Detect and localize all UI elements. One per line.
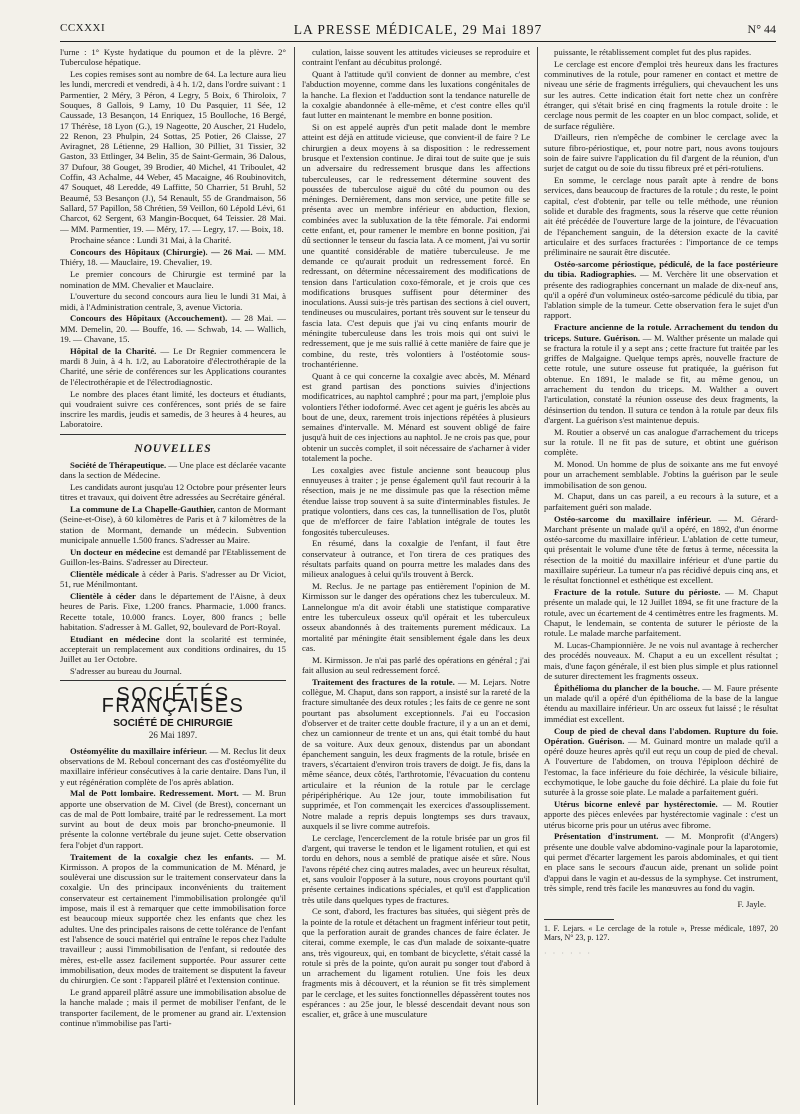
column-left [60, 47, 286, 1105]
paragraph [544, 683, 778, 724]
paragraph: culation, laisse souvent les attitudes vicieuses se reproduire et contraint l'enfant au décubitus prolongé. [302, 47, 530, 68]
item-text: canton de Mormant (Seine-et-Oise), à 60 kilomètres de Paris et à 7 kilomètres de la station de Mormant, demande un médecin. Subvention municipale annuelle 1.500 francs. S'adresser au Maire. [60, 504, 286, 546]
item-heading: Société de Thérapeutique. [70, 459, 167, 470]
paragraph [544, 459, 778, 490]
item-text: — M. Walther présente un malade qui se fractura la rotule il y a sept ans ; cette fracture fut traitée par les griffes de Malgaigne. Quelque temps après, nouvelle fracture de cette rotule, une suture osseuse fut pratiquée, la guérison fut obtenue. En 1891, le malade se fit, au même genou, un arrachement du tendon du triceps. M. Walther a ouvert l'articulation, constaté la réunion osseuse des deux fragments, la désinsertion du tendon. Il sutura ce tendon à la rotule par deux fils d'argent. La guérison s'est maintenue depuis. [544, 332, 778, 425]
paragraph [60, 987, 286, 1028]
item-text: — Le Dr Regnier commencera le mardi 8 Juin, à 4 h. 1/2, au Laboratoire d'électrothérapie de la Charité, une série de conférences sur les Applications courantes de l'électrothérapie et de l'électrodiagnostic. [60, 345, 286, 387]
item-text: — M. Reclus lit deux observations de M. Reboul concernant des cas d'ostéomyélite du maxillaire inférieur consécutives à la carie dentaire. Dans l'un, il y eut régénération complète de l'os après ablation. [60, 745, 286, 787]
paragraph: Le cerclage est encore d'emploi très heureux dans les fractures comminutives de la rotule, pour ramener en contact et mettre de niveau une série de fragments irréguliers, qui chevauchent les uns sur les autres. Cette indication était fort nette chez un confrère étranger, qui s'était brisé en cinq fragments la rotule droite : le cerclage nous permit de les coapter en un bloc compact, solide, et de surface régulière. [544, 58, 778, 131]
paragraph [60, 634, 286, 665]
paragraph [544, 427, 778, 458]
item-heading: Mal de Pott lombaire. Redressement. Mort. [70, 788, 239, 799]
item-heading: Clientèle médicale [70, 568, 139, 579]
paragraph [544, 640, 778, 681]
item-text: Les candidats auront jusqu'au 12 Octobre pour présenter leurs titres et travaux, qui doivent être adressées au Secrétaire général. [60, 482, 286, 503]
item-text: Le nombre des places étant limité, les docteurs et étudiants, qui voudraient suivre ces conférences, sont priés de se faire inscrire les mardis, jeudis et samedis, de 3 heures à 4 heures, au Laboratoire. [60, 388, 286, 430]
page-header [60, 22, 776, 40]
header-rule [60, 41, 776, 42]
paragraph: Les copies remises sont au nombre de 64. La lecture aura lieu les lundi, mercredi et vendredi, à 4 h. 1/2, dans l'ordre suivant : 1 Parmentier, 2 Méry, 3 Péron, 4 Legry, 5 Boix, 6 Thiroloix, 7 Souques, 8 Gallois, 9 Lamy, 10 Du Pasquier, 11 Sée, 12 Caussade, 13 Besançon, 14 Enriquez, 15 Boulloche, 16 Bergé, 17 Thérèse, 18 Lyon (G.), 19 Nageotte, 20 Auscher, 21 Hudelo, 22 Renon, 23 Phulpin, 24 Sottas, 25 Potier, 26 Claisse, 27 Aviragnet, 28 Létienne, 29 Hallion, 30 Pilliet, 31 Tissier, 32 Gaston, 33 Ettlinger, 34 Belin, 35 de Saint-Germain, 36 Dalous, 37 Dufour, 38 Gouget, 39 Brodier, 40 Michel, 41 Triboulet, 42 Coffin, 43 Achalme, 44 Weber, 45 Macaigne, 46 Roubinovitch, 47 Souquet, 48 Leredde, 49 Laffitte, 50 Charrier, 51 Bruhl, 52 Beaumé, 53 Besançon (J.), 54 Renault, 55 de Grandmaison, 56 Sallard, 57 Papillon, 58 Chrétien, 59 Veillon, 60 Lépold Lévi, 61 Charcot, 62 Sergent, 63 Mangin-Bocquet, 64 Teissier. 28 Mai. — MM. Parmentier, 19. — Méry, 17. — Legry, 17. — Boix, 18. [60, 69, 286, 234]
item-text: dont la scolarité est terminée, accepterait un remplacement aux conditions ordinaires, du 15 Juillet au 1er Octobre. [60, 633, 286, 665]
column-divider [294, 47, 295, 1105]
paragraph [60, 666, 286, 676]
item-text: — M. Guinard montre un malade qu'il a opéré douze heures après qu'il eut reçu un coup de pied de cheval. A l'ouverture de l'abdomen, on trouva l'épiploon déchiré de l'estomac, la face inférieure du foie déchirée, la vésicule biliaire, ecchymotique, le lobe gauche du foie déchiré. La plaie du foie fut suturée à la grosse soie plate. Le malade a parfaitement guéri. [544, 735, 778, 798]
footnote-rule [544, 919, 614, 920]
item-text: S'adresser au bureau du Journal. [70, 666, 182, 677]
section-rule [60, 434, 286, 435]
paragraph: Si on est appelé auprès d'un petit malade dont le membre atteint est déjà en attitude vicieuse, que convient-il de faire ? Le chirurgien a deux moyens à sa disposition : le redressement brusque et l'extension continue. Je dirai tout de suite que je suis un adversaire du redressement brusque dans les affections tuberculeuses, car le redressement détermine souvent des poussées de tuberculose aiguë du côté du poumon ou des méninges. Dernièrement, dans mon service, une petite fille se présenta avec un membre inférieur en abduction, flexion, combinées avec la subluxation de la tête fémorale. J'ai endormi cette enfant, et, pour ramener le membre en bonne position, j'ai dû sectionner le tenseur du fascia lata. A ce moment, j'ai vu sortir une quantité considérable de matière tuberculeuse. Je me demande ce qu'aurait produit un redressement forcé. En redressant, on détermine nécessairement des modifications de tension dans l'articulation coxo-fémorale, et je crois que ces modifications brusques suffisent pour déterminer des inoculations. Aussi suis-je très partisan des sections à ciel ouvert, tendineuses ou musculaires, portant très souvent sur le tenseur du fascia lata. C'est depuis que j'ai vu cinq enfants mourir de méningite tuberculeuse dans les trois mois qui ont suivi le redressement, que je me suis rallié à cette manière de faire que je combine, du reste, très volontiers à l'ostéotomie sous-trochantérienne. [302, 122, 530, 369]
cerclage-discussion [544, 47, 778, 257]
nouvelles-block [60, 460, 286, 676]
nouvelles-title: NOUVELLES [134, 442, 212, 455]
item-text: — M. Routier apporte des pièces enlevées par hystérectomie vaginale : c'est un utérus bicorne pris pour un utérus avec fibrome. [544, 799, 778, 830]
paragraph [60, 504, 286, 545]
item-text: — M. Faure présente un malade qu'il a opéré d'un épithélioma de la base de la langue étendu au maxillaire inférieur. Un arc osseux fut laissé ; le résultat immédiat est excellent. [544, 682, 778, 724]
item-text: M. Routier a observé un cas analogue d'arrachement du triceps sur la rotule. Il ne fit pas de suture, et obtint une guérison complète. [544, 426, 778, 458]
item-text: dans le département de l'Aisne, à deux heures de Paris. Fixe, 1.200 francs. Pharmacie, 1.000 francs. Recette totale, 10.000 francs. Loyer, 800 francs ; belle habitation. S'adresser à M. Gallet, 92, boulevard de Port-Royal. [60, 591, 286, 632]
paragraph: Quant à l'attitude qu'il convient de donner au membre, c'est l'abduction moyenne, comme dans les luxations congénitales de la hanche. La flexion et l'adduction sont la tendance naturelle de la coxalgie abandonnée à elle-même, et c'est contre elles qu'il faut lutter en maintenant le membre en bonne position. [302, 69, 530, 121]
section-heading: Traitement des fractures de la rotule. [312, 676, 455, 687]
item-heading: Traitement de la coxalgie chez les enfants. [70, 851, 254, 862]
item-text: à céder à Paris. S'adresser au Dr Viciot, 51, rue Ménilmontant. [60, 568, 286, 590]
item-heading: Présentation d'instrument. [554, 831, 659, 842]
societes-title: SOCIÉTÉS FRANÇAISES [101, 684, 245, 717]
paragraph: Prochaine séance : Lundi 31 Mai, à la Charité. [70, 235, 232, 246]
paragraph [60, 482, 286, 503]
paragraph [60, 460, 286, 481]
paragraph [544, 322, 778, 425]
item-text: — M. Kirmisson. A propos de la communication de M. Ménard, je soulèverai une discussion sur le traitement conservateur dans la coxalgie. Un des principaux inconvénients du traitement conservateur est certainement l'immobilisation prolongée qu'il impose, mais il est à remarquer que cette immobilisation force est beaucoup mieux supportée chez les enfants que chez les adultes. Une des principales raisons de cette tolérance de l'enfant est l'absence de souci matériel qui entraîne le repos chez l'adulte travailleur ; aussi l'immobilisation de l'enfant, si redoutée des mères, est-elle assez facilement supportée. Pour assurer cette immobilisation, deux modes de traitement se disputent la faveur du chirurgien. Ce sont : l'appareil plâtré et l'extension continue. [60, 851, 286, 986]
item-text: L'ouverture du second concours aura lieu le lundi 31 Mai, à midi, à l'Administration centrale, 3, avenue Victoria. [60, 291, 286, 312]
paragraph [544, 491, 778, 512]
item-heading: Concours des Hôpitaux (Chirurgie). — 26 Mai. [70, 247, 253, 258]
paragraph: Les coxalgies avec fistule ancienne sont beaucoup plus ennuyeuses à traiter ; je pense également qu'il faut recourir à la résection, mais je ne me dissimule pas que la résection même étendue laisse trop souvent à sa suite d'interminables fistules. Je pratique volontiers, dans ces cas, la tunnellisation de l'os, plutôt que de m'efforcer de faire l'ablation intégrale de toutes les fongosités tuberculeuses. [302, 464, 530, 537]
item-text: — M. Gérard-Marchant présente un malade qu'il a opéré, en 1892, d'un énorme ostéo-sarcome du maxillaire inférieur. L'ablation de cette tumeur, qui présentait le volume d'une tête de fœtus à terme, nécessita la résection de la moitié du maxillaire inférieur et d'une partie du maxillaire supérieur. La tumeur n'a pas récidivé depuis cinq ans, et le résultat fonctionnel et esthétique est excellent. [544, 513, 778, 586]
paragraph: D'ailleurs, rien n'empêche de combiner le cerclage avec la suture fibro-périostique, et, pour notre part, nous avons toujours soin de faire suivre l'application du fil d'argent de la réunion, d'un surjet de catgut ou de soie du tissu fibreux pré et péri-rotuliens. [544, 132, 778, 174]
item-heading: Ostéo-sarcome périostique, pédiculé, de la face postérieure du tibia. Radiographies. [544, 258, 778, 280]
item-heading: Utérus bicorne enlevé par hystérectomie. [554, 799, 718, 810]
signature: F. Jayle. [737, 899, 766, 910]
page-number: CCXXXI [60, 22, 106, 34]
concours-block [60, 247, 286, 430]
paragraph [60, 269, 286, 290]
paragraph [60, 389, 286, 430]
paragraph [544, 259, 778, 321]
journal-title: LA PRESSE MÉDICALE, 29 Mai 1897 [293, 22, 543, 37]
paragraph [60, 346, 286, 387]
paragraph [60, 569, 286, 590]
paragraph: Ce sont, d'abord, les fractures bas situées, qui siègent près de la pointe de la rotule et détachent un fragment inférieur tout petit, que la perforation aurait de grandes chances de faire éclater. Je citerai, comme exemple, le cas d'un malade de soixante-quatre ans, très vigoureux, qui, en tombant de bicyclette, s'était cassé la rotule si près de la pointe, qu'on aurait pu songer tout d'abord à un arrachement du ligament rotulien. Une fois les deux fragments mis à découvert, et la réunion se fit très simplement par le cerclage, et les suites fonctionnelles dépassèrent toutes nos espérances : au 25e jour, le blessé descendait devant nous son escalier, et, grâce à une musculature [302, 906, 530, 1020]
societe-name: SOCIÉTÉ DE CHIRURGIE [113, 718, 233, 730]
bleed-through-text: · · · · · · [544, 948, 592, 958]
paragraph [60, 591, 286, 632]
societe-block [60, 746, 286, 1029]
coxalgie-discussion [302, 47, 530, 675]
item-heading: Clientèle à céder [70, 591, 136, 602]
item-heading: Un docteur en médecine [70, 546, 161, 557]
item-heading: Hôpital de la Charité. [70, 345, 157, 356]
item-text: Le grand appareil plâtré assure une immobilisation absolue de la hanche malade ; mais il permet de mobiliser l'enfant, de le transporter facilement, de le promener au grand air. L'extension continue n'immobilise pas l'arti- [60, 986, 286, 1028]
paragraph [60, 313, 286, 344]
paragraph [544, 726, 778, 798]
seance-date: 26 Mai 1897. [148, 730, 198, 741]
item-heading: Coup de pied de cheval dans l'abdomen. Rupture du foie. Opération. Guérison. [544, 725, 778, 746]
paragraph [60, 788, 286, 850]
paragraph: M. Reclus. Je ne partage pas entièrement l'opinion de M. Kirmisson sur le danger des opérations chez les tuberculeux. M. Lannelongue m'a dit avoir établi une statistique comparative entre les tuberculeux osseux qu'il opérait et les tuberculeux osseux abandonnés à des traitements purement médicaux. La mortalité par méningite était sensiblement égale dans les deux cas. [302, 581, 530, 653]
section-text: — M. Lejars. Notre collègue, M. Chaput, dans son rapport, a insisté sur la rareté de la fracture simultanée des deux rotules ; les faits de ce genre ne sont pourtant pas absolument exceptionnels. J'ai eu l'occasion d'observer et de traiter cette double fracture, il y a un an et demi, chez un camionneur de trente et un ans, qui était tombé du haut de sa voiture. Aux deux genoux, distendus par un abondant épanchement sanguin, les deux fragments de la rotule, brisée en travers, s'écartaient d'environ trois travers de doigt. Je fis, dans la même séance, deux côtés, l'arthrotomie, l'évacuation du contenu articulaire et la réunion de la rotule par le cerclage péripériphérique. Au 12e jour, toute immobilisation fut supprimée, et l'on commençait les exercices d'assouplissement. Notre malade a repris depuis longtemps ses durs travaux, auxquels il se livre comme autrefois. [302, 676, 530, 831]
rotule-discussion [302, 833, 530, 1020]
item-text: — M. Brun apporte une observation de M. Civel (de Brest), concernant un cas de mal de Pott lombaire, traité par le redressement. La mort survint au bout de deux mois par broncho-pneumonie. Il présente la colonne vertébrale du jeune sujet. Cette observation fera l'objet d'un rapport. [60, 788, 286, 850]
paragraph [60, 547, 286, 568]
item-text: — Une place est déclarée vacante dans la section de Médecine. [60, 459, 286, 481]
paragraph: l'urne : 1° Kyste hydatique du poumon et de la plèvre. 2° Tuberculose hépatique. [60, 47, 286, 68]
item-text: M. Chaput, dans un cas pareil, a eu recours à la suture, et a parfaitement guéri son malade. [544, 491, 778, 512]
item-heading: Fracture ancienne de la rotule. Arrachement du tendon du triceps. Suture. Guérison. [544, 322, 778, 343]
item-heading: Épithélioma du plancher de la bouche. [554, 682, 700, 693]
item-text: — 28 Mai. — MM. Demelin, 20. — Bouffe, 16. — Schwab, 14. — Wallich, 19. — Chavane, 15. [60, 313, 286, 345]
paragraph [60, 852, 286, 986]
paragraph: En résumé, dans la coxalgie de l'enfant, il faut être conservateur à outrance, et l'on tirera de ces pratiques des résultats parfaits quand on pourra mettre les malades dans des milieux analogues à celui qu'ils trouvent à Berck. [302, 538, 530, 580]
paragraph [60, 746, 286, 787]
item-heading: Fracture de la rotule. Suture du périoste. [554, 587, 721, 598]
paragraph [60, 247, 286, 268]
column-divider [537, 47, 538, 1105]
item-text: M. Lucas-Championnière. Je ne vois nul avantage à rechercher des procédés nouveaux. M. Chaput a eu un excellent résultat ; mais, d'une façon générale, il est bien plus simple et plus rationnel de suturer directement les fragments osseux. [544, 640, 778, 682]
item-text: est demandé par l'Etablissement de Guillon-les-Bains. S'adresser au Directeur. [60, 546, 286, 568]
issue-number: N° 44 [747, 22, 776, 36]
item-text: M. Monod. Un homme de plus de soixante ans me fut envoyé pour un arrachement semblable. J'obtins la guérison par le seule immobilisation de son genou. [544, 459, 778, 490]
column-right [544, 47, 778, 1105]
paragraph: En somme, le cerclage nous paraît apte à rendre de bons services, dans beaucoup de fractures de la rotule ; du reste, le point capital, c'est d'obtenir, par telle ou telle méthode, une réunion solide et durable des fragments, sous la réserve que cette réunion ait été précédée de l'ouverture large de la jointure, de l'évacuation de l'épanchement sanguin, de la détersion exacte de la cavité articulaire et des surfaces fracturées : l'importance de ce temps préliminaire ne saurait être discutée. [544, 175, 778, 258]
paragraph: Quant à ce qui concerne la coxalgie avec abcès, M. Ménard est grand partisan des ponctions suivies d'injections modificatrices, au naphtol camphré ; pour ma part, j'emploie plus volontiers l'éther iodoformé. Avec cet agent je guéris les abcès au bout de une, deux, rarement trois injections répétées à plusieurs semaines d'intervalle. M. Ménard est souvent obligé de faire jusqu'à huit de ces injections au naphtol. Je ne crois pas que, pour obtenir un succès complet, il soit nécessaire de s'acharner à vider totalement la poche. [302, 370, 530, 464]
item-text: Le premier concours de Chirurgie est terminé par la nomination de MM. Chevalier et Mauclaire. [60, 269, 286, 290]
paragraph [544, 831, 778, 893]
intro-block [60, 47, 286, 246]
item-heading: Ostéo-sarcome du maxillaire inférieur. [554, 513, 712, 524]
paragraph [302, 677, 530, 831]
item-text: — M. Verchère lit une observation et présente des radiographies concernant un malade de dix-neuf ans, qu'il a opéré d'un volumineux ostéo-sarcome pédiculé du tibia, par l'ablation simple de la tumeur. Cette observation fera le sujet d'un rapport. [544, 269, 778, 321]
item-heading: La commune de La Chapelle-Gauthier, [70, 504, 216, 515]
item-text: — MM. Thiéry, 18. — Mauclaire, 19. Chevalier, 19. [60, 247, 286, 268]
item-text: — M. Monprofit (d'Angers) présente une double valve abdomino-vaginale pour la laparotomie, qui permet d'écarter largement les parois abdominales, et qui tient en place sans le secours d'aucun aide, prenant un solide point d'appui dans le vagin et au-dessus de la symphyse. Cet instrument, très simple, rend très facile les manœuvres au fond du vagin. [544, 831, 778, 893]
column-middle [302, 47, 530, 1105]
item-text: — M. Chaput présente un malade qui, le 12 Juillet 1894, se fit une fracture de la rotule, avec un écartement de 4 centimètres entre les fragments. M. Chaput, le lendemain, se contenta de suturer le périoste de la rotule. Le malade marche parfaitement. [544, 587, 778, 639]
item-heading: Etudiant en médecine [70, 633, 160, 644]
item-heading: Concours des Hôpitaux (Accouchement). [70, 313, 228, 324]
paragraph [60, 291, 286, 312]
paragraph [544, 514, 778, 586]
paragraph [544, 587, 778, 638]
section-rule [60, 680, 286, 681]
footnote: 1. F. Lejars. « Le cerclage de la rotule », Presse médicale, 1897, 20 Mars, N° 23, p. 127. [544, 923, 778, 943]
paragraph [544, 799, 778, 830]
paragraph: Le cerclage, l'encerclement de la rotule brisée par un gros fil d'argent, qui traverse le tendon et le ligament rotulien, et qui est tordu en dehors, nous a semblé de pratique aisée et sûre. Nous l'avons répété chez cinq autres malades, avec un heureux résultat, et, sans vouloir l'opposer à la suture, nous croyons pourtant qu'il présente certaines indications spéciales, et qu'il est d'application très utile dans quelques types de fractures. [302, 832, 530, 905]
case-reports [544, 259, 778, 893]
item-heading: Ostéomyélite du maxillaire inférieur. [70, 745, 208, 756]
paragraph: M. Kirmisson. Je n'ai pas parlé des opérations en général ; j'ai fait allusion au seul redressement forcé. [302, 654, 530, 676]
paragraph: puissante, le rétablissement complet fut des plus rapides. [554, 47, 752, 57]
